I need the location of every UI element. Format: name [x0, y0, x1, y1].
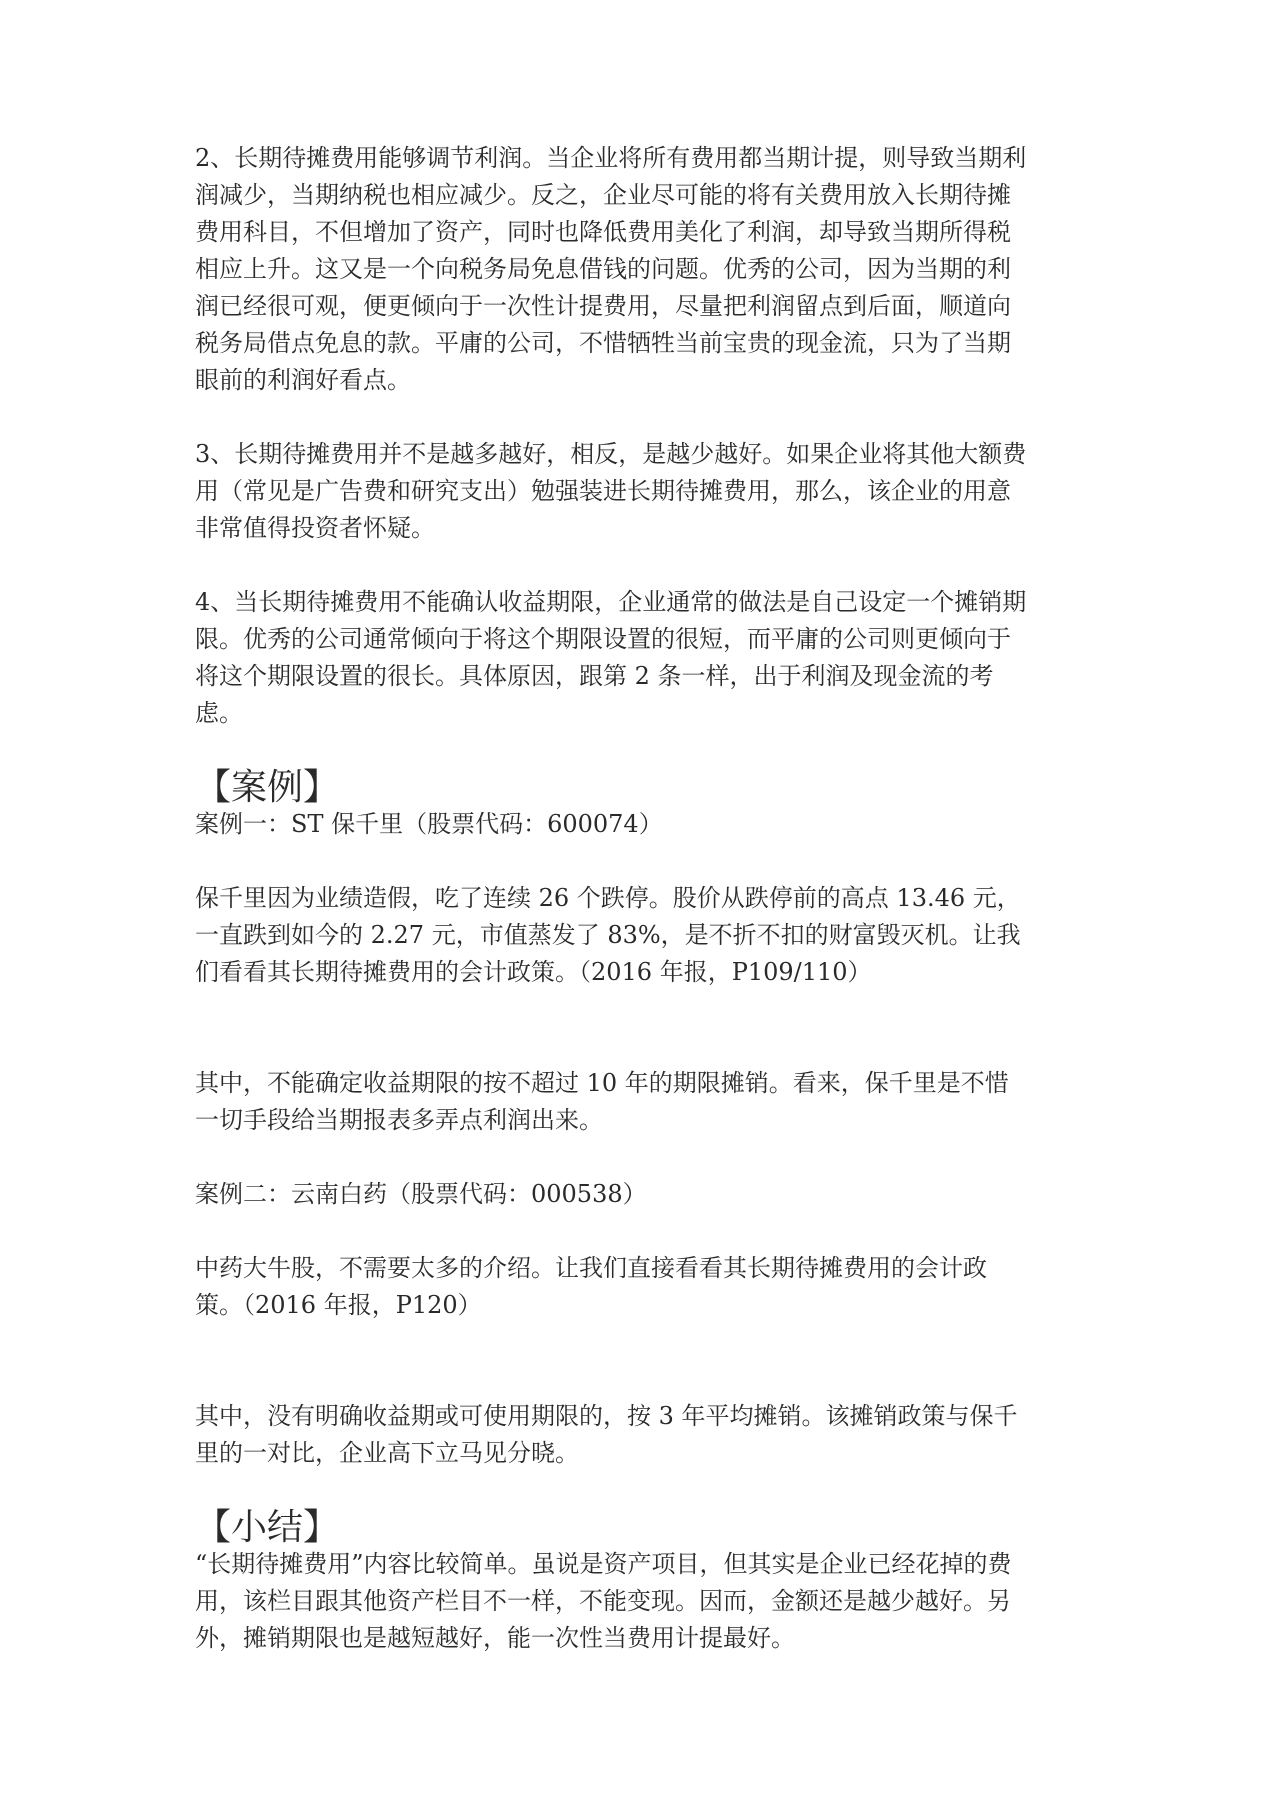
case1-title: 案例一：ST 保千里（股票代码：600074）: [195, 810, 663, 838]
case-section-heading: 【案例】: [195, 767, 340, 808]
paragraph-point-2: 2、长期待摊费用能够调节利润。当企业将所有费用都当期计提，则导致当期利 润减少，当期纳税也相应减少。反之，企业尽可能的将有关费用放入长期待摊 费用科目，不但增加了资产，同时也降低费用美化了利润，却导致当期所得税 相应上升。这又是一个向税务局免息借钱的问题。优秀的公司，因为当期的利 润已经很可观，便更倾向于一次性计提费用，尽量把利润留点到后面，顺道向 税务局借点免息的款。平庸的公司，不惜牺牲当前宝贵的现金流，只为了当期 眼前的利润好看点。: [195, 144, 1027, 394]
case1-body: 保千里因为业绩造假，吃了连续 26 个跌停。股价从跌停前的高点 13.46 元， 一直跌到如今的 2.27 元，市值蒸发了 83%，是不折不扣的财富毁灭机。让我 们看看其长期待摊费用的会计政策。（2016 年报，P109/110）: [195, 884, 1021, 986]
paragraph-point-4: 4、当长期待摊费用不能确认收益期限，企业通常的做法是自己设定一个摊销期 限。优秀的公司通常倾向于将这个期限设置的很短，而平庸的公司则更倾向于 将这个期限设置的很长。具体原因，跟第 2 条一样，出于利润及现金流的考 虑。: [195, 588, 1027, 727]
case2-body: 中药大牛股，不需要太多的介绍。让我们直接看看其长期待摊费用的会计政 策。（2016 年报，P120）: [195, 1254, 987, 1319]
summary-body: “长期待摊费用”内容比较简单。虽说是资产项目，但其实是企业已经花掉的费 用，该栏目跟其他资产栏目不一样，不能变现。因而，金额还是越少越好。另 外，摊销期限也是越短越好，能一次性当费用计提最好。: [195, 1550, 1012, 1652]
case2-note: 其中，没有明确收益期或可使用期限的，按 3 年平均摊销。该摊销政策与保千 里的一对比，企业高下立马见分晓。: [195, 1402, 1018, 1467]
case2-title: 案例二：云南白药（股票代码：000538）: [195, 1180, 647, 1208]
paragraph-point-3: 3、长期待摊费用并不是越多越好，相反，是越少越好。如果企业将其他大额费 用（常见是广告费和研究支出）勉强装进长期待摊费用，那么，该企业的用意 非常值得投资者怀疑。: [195, 440, 1027, 542]
case1-note: 其中，不能确定收益期限的按不超过 10 年的期限摊销。看来，保千里是不惜 一切手段给当期报表多弄点利润出来。: [195, 1069, 1009, 1134]
document-page: [195, 140, 1095, 1657]
summary-section-heading: 【小结】: [195, 1507, 340, 1548]
